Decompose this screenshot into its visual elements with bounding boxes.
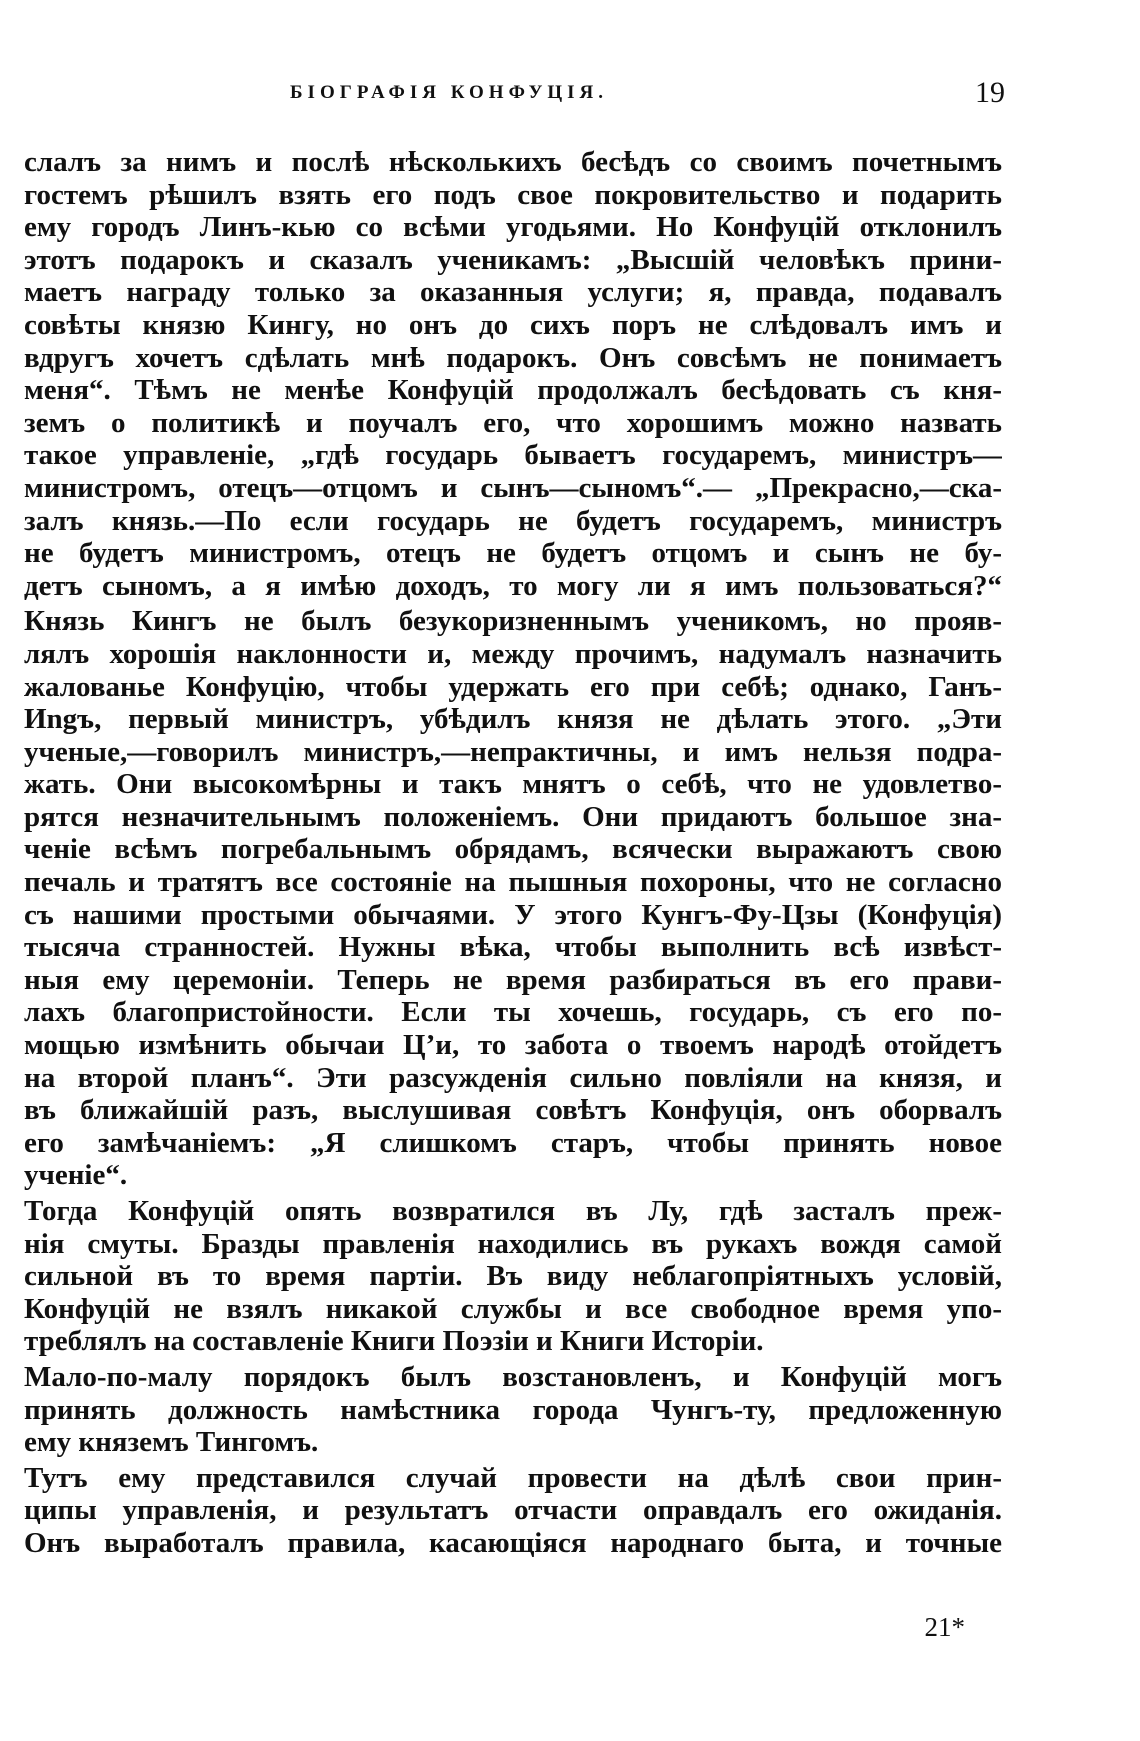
text-line: Мало-по-малу порядокъ былъ возстановленъ, и Конфуцій могъ <box>24 1360 1002 1393</box>
text-line: залъ князь.—По если государь не будетъ государемъ, министръ <box>24 504 1002 537</box>
text-line: ченіе всѣмъ погребальнымъ обрядамъ, всячески выражаютъ свою <box>24 833 1002 866</box>
text-line: Онъ выработалъ правила, касающіяся народнаго быта, и точные <box>24 1526 1002 1559</box>
text-line: рятся незначительнымъ положеніемъ. Они придаютъ большое зна- <box>24 800 1002 833</box>
text-line: детъ сыномъ, а я имѣю доходъ, то могу ли я имъ пользоваться?“ <box>24 569 1002 602</box>
paragraph-4 <box>24 1361 1002 1459</box>
text-line: принять должность намѣстника города Чунгъ-ту, предложенную <box>24 1393 1002 1426</box>
text-line: мощью измѣнить обычаи Ц’и, то забота о твоемъ народѣ отойдетъ <box>24 1029 1002 1062</box>
text-line: съ нашими простыми обычаями. У этого Кунгъ-Фу-Цзы (Конфуція) <box>24 898 1002 931</box>
text-line: ему княземъ Тингомъ. <box>24 1426 319 1459</box>
text-line: ныя ему церемоніи. Теперь не время разбираться въ его прави- <box>24 963 1002 996</box>
text-line: тысяча странностей. Нужны вѣка, чтобы выполнить всѣ извѣст- <box>24 931 1002 964</box>
text-line: министромъ, отецъ—отцомъ и сынъ—сыномъ“.— „Прекрасно,—ска- <box>24 471 1002 504</box>
text-line: ученіе“. <box>24 1159 128 1192</box>
text-line: нія смуты. Бразды правленія находились въ рукахъ вождя самой <box>24 1227 1002 1260</box>
body-text <box>24 146 1002 1560</box>
paragraph-5 <box>24 1462 1002 1560</box>
text-line: ему городъ Линъ-кью со всѣми угодьями. Но Конфуцій отклонилъ <box>24 211 1002 244</box>
text-line: жалованье Конфуцію, чтобы удержать его при себѣ; однако, Ганъ- <box>24 670 1002 703</box>
text-line: гостемъ рѣшилъ взять его подъ свое покровительство и подарить <box>24 178 1002 211</box>
text-line: этотъ подарокъ и сказалъ ученикамъ: „Высшій человѣкъ прини- <box>24 243 1002 276</box>
text-line: въ ближайшій разъ, выслушивая совѣтъ Конфуція, онъ оборвалъ <box>24 1094 1002 1127</box>
text-line: совѣты князю Кингу, но онъ до сихъ поръ не слѣдовалъ имъ и <box>24 308 1002 341</box>
paragraph-3 <box>24 1195 1002 1358</box>
page-number: 19 <box>975 76 1005 109</box>
text-line: на второй планъ“. Эти разсужденія сильно повліяли на князя, и <box>24 1061 1002 1094</box>
paragraph-1 <box>24 146 1002 602</box>
text-line: треблялъ на составленіе Книги Поэзіи и Книги Исторіи. <box>24 1325 764 1358</box>
text-line: жать. Они высокомѣрны и такъ мнятъ о себѣ, что не удовлетво- <box>24 768 1002 801</box>
printer-signature-mark: 21* <box>924 1612 965 1642</box>
text-line: маетъ награду только за оказанныя услуги; я, правда, подавалъ <box>24 276 1002 309</box>
text-line: сильной въ то время партіи. Въ виду неблагопріятныхъ условій, <box>24 1260 1002 1293</box>
text-line: Конфуцій не взялъ никакой службы и все свободное время упо- <box>24 1292 1002 1325</box>
text-line: Князь Кингъ не былъ безукоризненнымъ ученикомъ, но прояв- <box>24 605 1002 638</box>
text-line: слалъ за нимъ и послѣ нѣсколькихъ бесѣдъ со своимъ почетнымъ <box>24 146 1002 178</box>
text-line: Тогда Конфуцій опять возвратился въ Лу, гдѣ засталъ преж- <box>24 1195 1002 1227</box>
running-title: БІОГРАФІЯ КОНФУЦІЯ. <box>290 82 609 103</box>
text-line: земъ о политикѣ и поучалъ его, что хорошимъ можно назвать <box>24 406 1002 439</box>
text-line: лялъ хорошія наклонности и, между прочимъ, надумалъ назначить <box>24 637 1002 670</box>
text-line: Иngъ, первый министръ, убѣдилъ князя не дѣлать этого. „Эти <box>24 703 1002 736</box>
text-line: такое управленіе, „гдѣ государь бываетъ государемъ, министръ— <box>24 439 1002 472</box>
running-head <box>0 76 1140 112</box>
text-line: его замѣчаніемъ: „Я слишкомъ старъ, чтобы принять новое <box>24 1126 1002 1159</box>
text-line: лахъ благопристойности. Если ты хочешь, государь, съ его по- <box>24 996 1002 1029</box>
text-line: меня“. Тѣмъ не менѣе Конфуцій продолжалъ бесѣдовать съ кня- <box>24 374 1002 407</box>
text-line: ученые,—говорилъ министръ,—непрактичны, и имъ нельзя подра- <box>24 735 1002 768</box>
text-line: ципы управленія, и результатъ отчасти оправдалъ его ожиданія. <box>24 1494 1002 1527</box>
text-line: печаль и тратятъ все состояніе на пышныя похороны, что не согласно <box>24 866 1002 899</box>
text-line: Тутъ ему представился случай провести на дѣлѣ свои прин- <box>24 1461 1002 1494</box>
text-line: не будетъ министромъ, отецъ не будетъ отцомъ и сынъ не бу- <box>24 537 1002 570</box>
text-line: вдругъ хочетъ сдѣлать мнѣ подарокъ. Онъ совсѣмъ не понимаетъ <box>24 341 1002 374</box>
paragraph-2 <box>24 605 1002 1192</box>
